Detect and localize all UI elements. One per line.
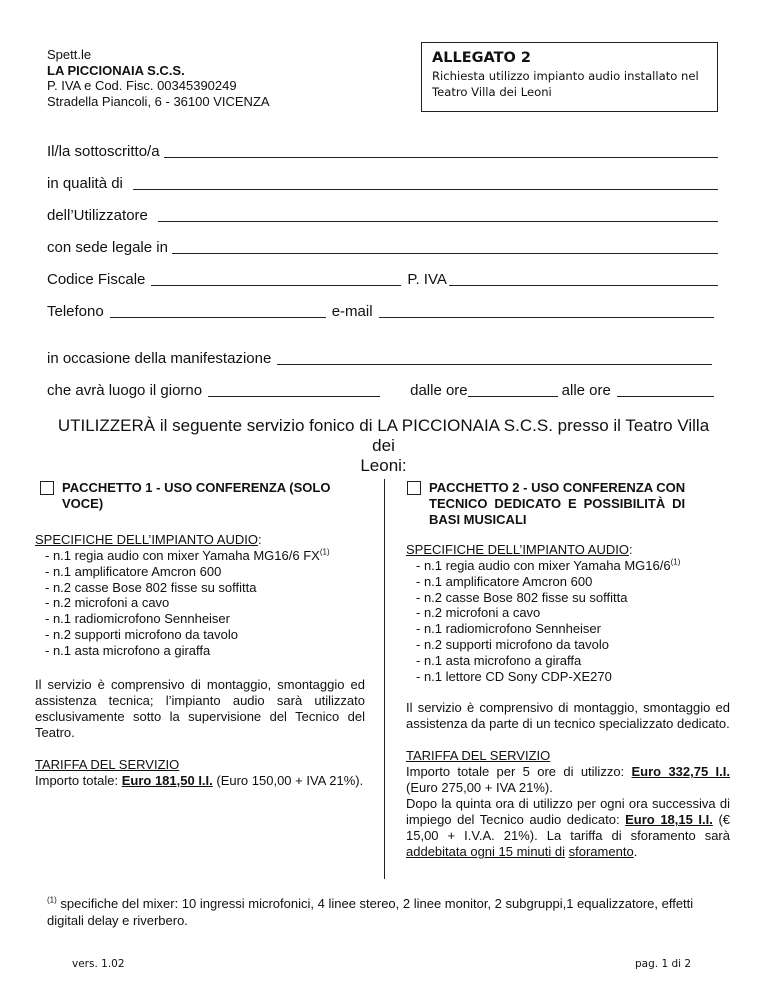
label-undersigned: Il/la sottoscritto/a — [47, 143, 160, 160]
field-date[interactable] — [208, 381, 380, 397]
row-contacts — [47, 302, 718, 320]
package-2-spec-colon: : — [628, 542, 633, 557]
field-undersigned[interactable] — [164, 142, 718, 158]
package-2-service-text: Il servizio è comprensivo di montaggio, smontaggio ed assistenza da parte di un tecnico specializzato dedicato. — [406, 700, 730, 732]
package-2-tariff-suffix: (Euro 275,00 + IVA 21%). — [406, 780, 553, 796]
footnote-text: specifiche del mixer: 10 ingressi microfonici, 4 linee stereo, 2 linee monitor, 2 subgruppi,1 equalizzatore, effetti digitali delay e riverbero. — [47, 896, 694, 928]
list-item: - n.1 amplificatore Amcron 600 — [45, 563, 222, 579]
package-1-checkbox[interactable] — [40, 481, 54, 495]
label-seat: con sede legale in — [47, 239, 168, 256]
field-to[interactable] — [617, 381, 714, 397]
label-phone: Telefono — [47, 303, 104, 320]
row-seat — [47, 238, 718, 256]
row-event — [47, 349, 718, 367]
package-2-extra-underline-1: addebitata ogni 15 minuti di — [406, 844, 566, 860]
footnote-marker: (1) — [47, 895, 57, 905]
package-2-extra-underline-2: sforamento — [568, 844, 634, 860]
field-capacity[interactable] — [133, 174, 718, 190]
addressee-block — [47, 47, 270, 109]
label-user: dell’Utilizzatore — [47, 207, 148, 224]
package-1-tariff-title: TARIFFA DEL SERVIZIO — [35, 756, 180, 772]
list-item: - n.1 radiomicrofono Sennheiser — [45, 611, 230, 627]
package-2-tariff-title: TARIFFA DEL SERVIZIO — [406, 748, 551, 764]
label-date: che avrà luogo il giorno — [47, 382, 203, 399]
package-2-extra-suffix: (€ 15,00 + I.V.A. 21%). La tariffa di sforamento sarà — [406, 812, 731, 844]
field-from[interactable] — [468, 381, 558, 397]
package-1-service-text: Il servizio è comprensivo di montaggio, smontaggio ed assistenza tecnica; l’impianto audio sarà utilizzato esclusivamente sotto la supervisione del Tecnico del Teatro. — [35, 676, 365, 740]
field-email[interactable] — [379, 302, 714, 318]
footnote-mark: (1) — [319, 547, 330, 557]
field-phone[interactable] — [110, 302, 326, 318]
list-item: - n.2 casse Bose 802 fisse su soffitta — [416, 589, 628, 605]
package-2-spec-title: SPECIFICHE DELL’IMPIANTO AUDIO — [406, 542, 629, 557]
row-undersigned — [47, 142, 718, 160]
salutation: Spett.le — [47, 47, 92, 62]
package-2-tariff — [406, 764, 730, 796]
field-vat[interactable] — [449, 270, 718, 286]
attachment-title: ALLEGATO 2 — [432, 50, 531, 66]
list-item: - n.1 asta microfono a giraffa — [416, 652, 582, 668]
package-2-title-line-1: PACCHETTO 2 - USO CONFERENZA CON — [429, 480, 686, 495]
field-user[interactable] — [158, 206, 718, 222]
label-capacity: in qualità di — [47, 175, 123, 192]
package-1-tariff-prefix: Importo totale: — [35, 772, 122, 788]
list-item: - n.2 casse Bose 802 fisse su soffitta — [45, 579, 257, 595]
package-1-tariff-amount: Euro 181,50 I.I. — [121, 772, 213, 788]
field-event[interactable] — [277, 349, 712, 365]
attachment-subtitle-1: Richiesta utilizzo impianto audio installato nel — [432, 69, 699, 83]
list-item: - n.1 radiomicrofono Sennheiser — [416, 621, 601, 637]
service-heading-line-2: Leoni: — [360, 456, 407, 475]
package-1-title-line-2: VOCE) — [62, 496, 104, 511]
row-user — [47, 206, 718, 224]
package-2-checkbox[interactable] — [407, 481, 421, 495]
package-2-tariff-amount: Euro 332,75 I.I. — [631, 764, 730, 780]
package-2-extra — [406, 796, 730, 860]
company-name: LA PICCIONAIA S.C.S. — [47, 62, 185, 78]
attachment-box — [421, 42, 718, 112]
list-item: - n.1 asta microfono a giraffa — [45, 642, 211, 658]
list-item: - n.2 supporti microfono da tavolo — [45, 626, 238, 642]
service-heading — [47, 416, 720, 476]
row-capacity — [47, 174, 718, 192]
label-to: alle ore — [561, 382, 611, 399]
package-1-spec-title: SPECIFICHE DELL’IMPIANTO AUDIO — [35, 532, 258, 547]
label-email: e-mail — [331, 303, 373, 320]
version-label: vers. 1.02 — [72, 958, 125, 970]
row-fiscal — [47, 270, 718, 288]
service-heading-line-1: UTILIZZERÀ il seguente servizio fonico di LA PICCIONAIA S.C.S. presso il Teatro Villa dei — [57, 416, 710, 455]
footnote-mark: (1) — [670, 557, 681, 567]
package-2-item-1: - n.1 regia audio con mixer Yamaha MG16/6 — [416, 558, 671, 573]
package-1-title-line-1: PACCHETTO 1 - USO CONFERENZA (SOLO — [62, 480, 331, 495]
package-2-extra-amount: Euro 18,15 I.I. — [625, 812, 713, 828]
package-1-spec-colon: : — [257, 532, 262, 547]
list-item — [45, 548, 365, 564]
field-fiscal-code[interactable] — [151, 270, 401, 286]
package-1-spec-list — [35, 548, 365, 659]
list-item: - n.2 supporti microfono da tavolo — [416, 636, 609, 652]
package-2-title-line-3: BASI MUSICALI — [429, 512, 527, 527]
label-vat: P. IVA — [407, 271, 447, 288]
list-item: - n.2 microfoni a cavo — [416, 605, 541, 621]
label-event: in occasione della manifestazione — [47, 350, 272, 367]
package-1-title — [62, 480, 330, 512]
label-fiscal-code: Codice Fiscale — [47, 271, 146, 288]
list-item — [416, 558, 730, 574]
page-number: pag. 1 di 2 — [635, 958, 692, 970]
package-1 — [35, 480, 365, 789]
package-2-extra-end: . — [633, 844, 638, 860]
row-date — [47, 381, 718, 399]
package-2-title-line-2: TECNICO DEDICATO E POSSIBILITÀ DI — [429, 496, 686, 511]
tax-id: P. IVA e Cod. Fisc. 00345390249 — [47, 78, 237, 93]
list-item: - n.1 amplificatore Amcron 600 — [416, 573, 593, 589]
footnote — [47, 895, 727, 929]
package-1-tariff — [35, 773, 365, 789]
field-seat[interactable] — [172, 238, 718, 254]
attachment-subtitle-2: Teatro Villa dei Leoni — [432, 85, 552, 99]
company-address: Stradella Piancoli, 6 - 36100 VICENZA — [47, 93, 270, 109]
list-item: - n.1 lettore CD Sony CDP-XE270 — [416, 668, 612, 684]
package-2-title — [429, 480, 685, 528]
label-from: dalle ore — [410, 382, 468, 399]
package-2-extra-text: Dopo la quinta ora di utilizzo per ogni ora successiva di impiego del Tecnico audio dedicato: — [406, 796, 730, 828]
column-divider — [384, 479, 385, 879]
package-1-item-1: - n.1 regia audio con mixer Yamaha MG16/6 FX — [45, 548, 320, 563]
package-2-tariff-prefix: Importo totale per 5 ore di utilizzo: — [406, 764, 632, 780]
package-1-tariff-suffix: (Euro 150,00 + IVA 21%). — [212, 772, 364, 788]
package-2-spec-list — [406, 558, 730, 684]
package-2 — [406, 480, 730, 860]
list-item: - n.2 microfoni a cavo — [45, 595, 170, 611]
